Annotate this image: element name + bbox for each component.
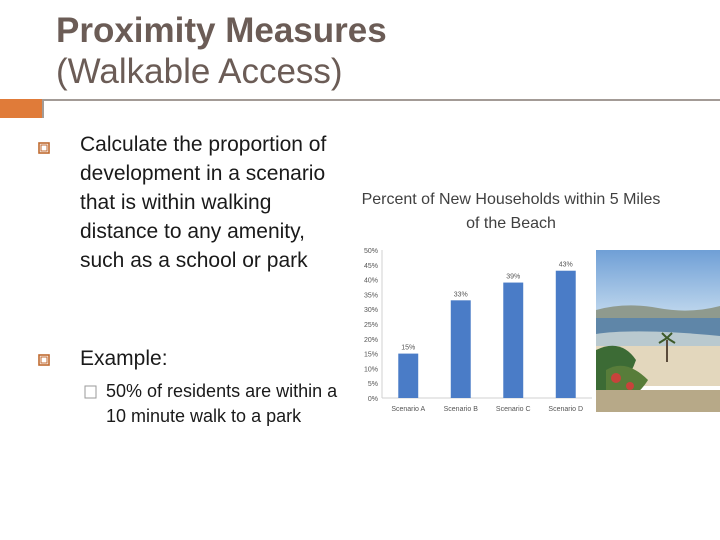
title-accent-bar [0,99,42,118]
beach-photo [596,250,720,412]
x-tick-label: Scenario C [495,406,531,413]
square-bullet-icon [38,142,50,154]
y-tick-label: 5% [367,381,378,389]
y-tick-label: 35% [363,292,378,300]
y-tick-label: 30% [363,307,378,315]
title-divider-tick [42,99,44,118]
data-label: 15% [401,344,416,352]
bullet-text-2: Example: [80,347,168,370]
data-label: 33% [453,291,468,299]
x-tick-label: Scenario D [548,406,584,413]
data-label: 39% [506,273,521,281]
y-tick-label: 40% [363,277,378,285]
x-tick-label: Scenario A [391,406,426,413]
y-tick-label: 0% [367,396,378,403]
slide-title [56,10,676,92]
y-tick-label: 45% [363,262,378,270]
title-line-2: (Walkable Access) [56,52,343,91]
bar [556,271,576,398]
x-tick-label: Scenario B [443,406,478,413]
box-bullet-icon [84,385,98,399]
y-tick-label: 20% [363,336,378,344]
bullet-text-1: Calculate the proportion of development in a scenario that is within walking distance to any amenity, such as a school or park [80,133,327,272]
title-line-1: Proximity Measures [56,11,387,50]
bar [503,283,523,398]
sub-bullet-text: 50% of residents are within a 10 minute walk to a park [106,381,338,426]
y-tick-label: 15% [363,351,378,359]
beach-photo-icon [596,250,720,412]
bar [451,300,471,398]
data-label: 43% [558,261,573,269]
y-tick-label: 50% [363,248,378,255]
bar [398,354,418,398]
square-bullet-icon [38,354,50,366]
chart-title: Percent of New Households within 5 Miles of the Beach [361,191,661,232]
y-tick-label: 25% [363,322,378,329]
title-divider [42,99,720,101]
y-tick-label: 10% [363,366,378,374]
